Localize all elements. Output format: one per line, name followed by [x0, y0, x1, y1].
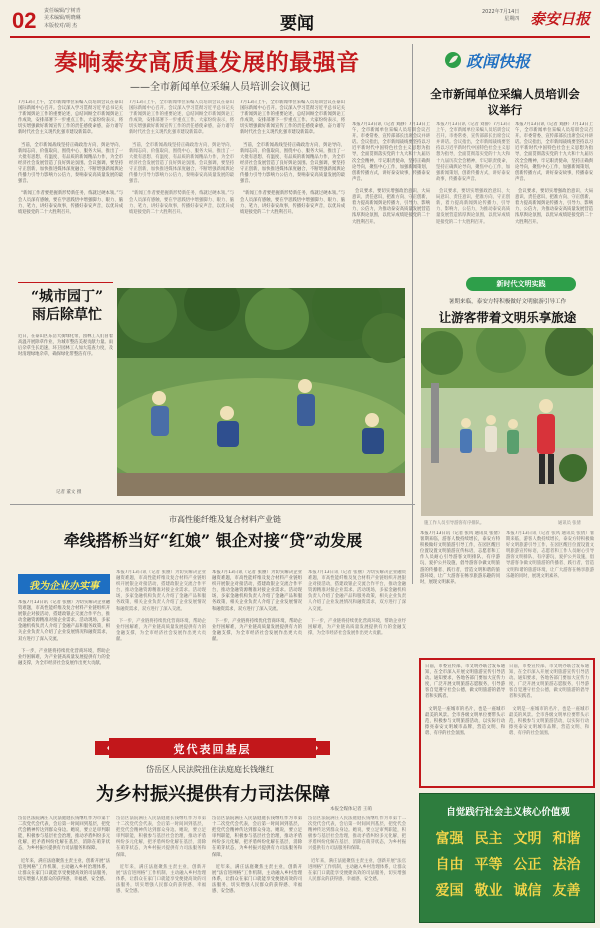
section-title: 要闻	[280, 14, 314, 34]
garden-headline	[22, 288, 112, 324]
civility-banner	[466, 277, 576, 291]
politics-headline: 全市新闻单位采编人员培训会议举行	[430, 87, 580, 117]
lead-headline: 奏响泰安高质量发展的最强音	[54, 49, 360, 76]
value-word: 爱国	[435, 883, 464, 899]
value-word: 民主	[474, 831, 503, 847]
court-body-col3: 岱岳区法院满庄人民法庭庭长钱继红作为市第十二次党代会代表，会后第一时间回到基层，把党代会精神传达到群众身边。她说，要立足审判职能，积极参与基层社会治理，推动矛盾纠纷多元化解，把矛盾纠纷化解在基层、消除在萌芽状态，为乡村振兴提供有力司法服务和保障。 近年来，满庄法庭聚焦主责主业，创新开展“法官进网格”工作机制，主动融入乡村治理体系，让群众在家门口就能享受便捷高效的司法服务，切实增强人民群众的获得感、幸福感、安全感。	[212, 816, 302, 895]
section-divider	[10, 504, 415, 505]
finance-body-col2: 本报7月13日讯（记者 张丽）为切实解决企业融资难题，市高性能纤维及复合材料产业链组织开展银企对接活动，搭建政银企交流合作平台，推动金融资源精准对接企业需求。活动现场，多家金融机构负责人介绍了金融产品和服务政策，相关企业负责人介绍了企业发展情况和融资需求，双方进行了深入交流。 下一步，产业链将持续优化营商环境，帮助企业纾困解难，为产业链高质量发展提供有力的金融支撑，为全市经济社会发展作出更大贡献。	[116, 570, 206, 643]
court-body: 岱岳区法院满庄人民法庭庭长钱继红作为市第十二次党代会代表，会后第一时间回到基层，把党代会精神传达到群众身边。她说，要立足审判职能，积极参与基层社会治理，推动矛盾纠纷多元化解，把矛盾纠纷化解在基层、消除在萌芽状态，为乡村振兴提供有力司法服务和保障。 近年来，满庄法庭聚焦主责主业，创新开展“法官进网格”工作机制，主动融入乡村治理体系，让群众在家门口就能享受便捷高效的司法服务，切实增强人民群众的获得感、幸福感、安全感。	[18, 816, 110, 882]
tourist-figure	[507, 419, 519, 454]
editor-credits	[44, 8, 81, 22]
civility-banner-text: 新时代文明实践	[496, 280, 546, 288]
finance-body: 本报7月13日讯（记者 张丽）为切实解决企业融资难题，市高性能纤维及复合材料产业链组织开展银企对接活动，搭建政银企交流合作平台，推动金融资源精准对接企业需求。活动现场，多家金融机构负责人介绍了金融产品和服务政策，相关企业负责人介绍了企业发展情况和融资需求，双方进行了深入交流。 下一步，产业链将持续优化营商环境，帮助企业纾困解难，为产业链高质量发展提供有力的金融支撑，为全市经济社会发展作出更大贡献。	[18, 600, 110, 666]
enterprise-badge-text: 我为企业办实事	[29, 580, 99, 592]
value-word: 平等	[474, 857, 503, 873]
finance-body-col3: 本报7月13日讯（记者 张丽）为切实解决企业融资难题，市高性能纤维及复合材料产业链组织开展银企对接活动，搭建政银企交流合作平台，推动金融资源精准对接企业需求。活动现场，多家金融机构负责人介绍了金融产品和服务政策，相关企业负责人介绍了企业发展情况和融资需求，双方进行了深入交流。 下一步，产业链将持续优化营商环境，帮助企业纾困解难，为产业链高质量发展提供有力的金融支撑，为全市经济社会发展作出更大贡献。	[212, 570, 302, 643]
value-word: 富强	[435, 831, 464, 847]
finance-kicker: 市高性能纤维及复合材料产业链	[169, 515, 281, 524]
garden-credit: 记者 董文 摄	[56, 490, 82, 495]
gardeners-photo-image	[117, 288, 405, 496]
garden-headline-text: “城市园丁” 雨后除草忙	[30, 289, 104, 323]
politics-badge-text: 政闻快报	[466, 51, 531, 71]
politics-body-col3: 本报7月13日讯（记者 刘静）7月13日上午，全市新闻单位采编人员培训会议召开。市委常委、宣传部部长出席会议并讲话。会议指出，全市新闻战线要坚持以习近平新时代中国特色社会主义思想为指导，全面贯彻落实党的十九大和十九届历次全会精神，牢记职责使命，坚持正确舆论导向，聚焦中心工作，加强新闻策划，创新传播方式，讲好泰安故事，传播泰安声音。 会议要求，要切实增强政治意识、大局意识、责任意识，把准方向、守正创新，着力提高新闻舆论传播力、引导力、影响力、公信力，为推动泰安高质量发展营造浓厚舆论氛围，以优异成绩迎接党的二十大胜利召开。	[515, 122, 593, 225]
value-word: 友善	[552, 883, 581, 899]
queue-photo-image	[421, 328, 593, 516]
value-word: 公正	[513, 857, 542, 873]
queue-photo-caption: 施工作人员引导游客有序排队。	[424, 521, 485, 526]
editor-line: 美术编辑/明晓琳	[44, 15, 81, 21]
politics-body: 本报7月13日讯（记者 刘静）7月13日上午，全市新闻单位采编人员培训会议召开。市委常委、宣传部部长出席会议并讲话。会议指出，全市新闻战线要坚持以习近平新时代中国特色社会主义思想为指导，全面贯彻落实党的十九大和十九届历次全会精神，牢记职责使命，坚持正确舆论导向，聚焦中心工作，加强新闻策划，创新传播方式，讲好泰安故事，传播泰安声音。 会议要求，要切实增强政治意识、大局意识、责任意识，把准方向、守正创新，着力提高新闻舆论传播力、引导力、影响力、公信力，为推动泰安高质量发展营造浓厚舆论氛围，以优异成绩迎接党的二十大胜利召开。	[352, 122, 430, 225]
lead-body-col3: 7月13日上午，全市新闻单位采编人员培训会议在泰山国际新闻中心召开。会议深入学习贯彻习近平总书记关于新闻舆论工作的重要论述，总结回顾全市新闻舆论工作成效，安排部署下一步重点工作。大家纷纷表示，将切实增强做好新闻宣传工作的责任感使命感，奋力谱写新时代社会主义现代化强市建设新篇章。 当前，全市新闻战线坚持正确政治方向、舆论导向、新闻志向、价值取向，围绕中心、服务大局，推出了一大批有思想、有温度、有品质的新闻精品力作，为全市经济社会发展营造了良好舆论氛围。会议强调，要坚持守正创新，加快推进媒体深度融合，不断增强新闻舆论传播力引导力影响力公信力，奏响泰安高质量发展的最强音。 “新闻工作者要把握新形势新任务，练就过硬本领。”与会人员深有感触，要在学思践悟中增强脚力、眼力、脑力、笔力，讲好泰安故事，传播好泰安声音，以优异成绩迎接党的二十大胜利召开。	[240, 100, 345, 215]
lead-body: 7月13日上午，全市新闻单位采编人员培训会议在泰山国际新闻中心召开。会议深入学习贯彻习近平总书记关于新闻舆论工作的重要论述，总结回顾全市新闻舆论工作成效，安排部署下一步重点工作。大家纷纷表示，将切实增强做好新闻宣传工作的责任感使命感，奋力谱写新时代社会主义现代化强市建设新篇章。 当前，全市新闻战线坚持正确政治方向、舆论导向、新闻志向、价值取向，围绕中心、服务大局，推出了一大批有思想、有温度、有品质的新闻精品力作，为全市经济社会发展营造了良好舆论氛围。会议强调，要坚持守正创新，加快推进媒体深度融合，不断增强新闻舆论传播力引导力影响力公信力，奏响泰安高质量发展的最强音。 “新闻工作者要把握新形势新任务，练就过硬本领。”与会人员深有感触，要在学思践悟中增强脚力、眼力、脑力、笔力，讲好泰安故事，传播好泰安声音，以优异成绩迎接党的二十大胜利召开。	[18, 100, 123, 215]
value-word: 自由	[435, 857, 464, 873]
party-ribbon-text: 党代表回基层	[173, 743, 252, 756]
value-word: 和谐	[552, 831, 581, 847]
politics-badge	[444, 50, 530, 70]
value-word: 诚信	[513, 883, 542, 899]
value-word: 法治	[552, 857, 581, 873]
garden-body: 近日，在泰山区东岳大街绿化带，园林工人们冒着高温开展除草作业，为城市整洁美观贡献力量。雨后杂草生长迅速，环卫园林工人加大巡查力度，及时清理绿地杂草，确保绿化带整洁有序。	[18, 334, 113, 358]
tourist-figure	[485, 415, 497, 452]
court-headline: 为乡村振兴提供有力司法保障	[96, 784, 330, 805]
court-kicker: 岱岳区人民法院扭住法庭庭长钱继红	[146, 765, 274, 774]
politics-body-col2: 本报7月13日讯（记者 刘静）7月13日上午，全市新闻单位采编人员培训会议召开。市委常委、宣传部部长出席会议并讲话。会议指出，全市新闻战线要坚持以习近平新时代中国特色社会主义思想为指导，全面贯彻落实党的十九大和十九届历次全会精神，牢记职责使命，坚持正确舆论导向，聚焦中心工作，加强新闻策划，创新传播方式，讲好泰安故事，传播泰安声音。 会议要求，要切实增强政治意识、大局意识、责任意识，把准方向、守正创新，着力提高新闻舆论传播力、引导力、影响力、公信力，为推动泰安高质量发展营造浓厚舆论氛围，以优异成绩迎接党的二十大胜利召开。	[436, 122, 510, 225]
proofreader: 本版校对/胡 杰	[44, 23, 78, 29]
page-number: 02	[12, 8, 37, 33]
issue-date	[482, 9, 519, 23]
garden-rule-top	[18, 282, 113, 283]
finance-headline: 牵线搭桥当好“红娘” 银企对接“贷”动发展	[63, 531, 363, 550]
editor-line: 责任编辑/宁树青	[44, 8, 81, 14]
tourist-figure	[460, 418, 472, 453]
leaf-icon	[444, 51, 462, 69]
masthead-rule	[10, 36, 590, 38]
value-word: 文明	[513, 831, 542, 847]
court-body-col4: 岱岳区法院满庄人民法庭庭长钱继红作为市第十二次党代会代表，会后第一时间回到基层，把党代会精神传达到群众身边。她说，要立足审判职能，积极参与基层社会治理，推动矛盾纠纷多元化解，把矛盾纠纷化解在基层、消除在萌芽状态，为乡村振兴提供有力司法服务和保障。 近年来，满庄法庭聚焦主责主业，创新开展“法官进网格”工作机制，主动融入乡村治理体系，让群众在家门口就能享受便捷高效的司法服务，切实增强人民群众的获得感、幸福感、安全感。	[308, 816, 406, 882]
finance-body-col4: 本报7月13日讯（记者 张丽）为切实解决企业融资难题，市高性能纤维及复合材料产业链组织开展银企对接活动，搭建政银企交流合作平台，推动金融资源精准对接企业需求。活动现场，多家金融机构负责人介绍了金融产品和服务政策，相关企业负责人介绍了企业发展情况和融资需求，双方进行了深入交流。 下一步，产业链将持续优化营商环境，帮助企业纾困解难，为产业链高质量发展提供有力的金融支撑，为全市经济社会发展作出更大贡献。	[308, 570, 406, 636]
civility-body: 本报7月13日讯（记者 张风 通讯员 张倩）暑期来临，游客人数持续增长，泰安方特积极做好文明旅游引导工作，在园区醒目位置设置文明旅游宣传标语，志愿者和工作人员耐心引导游客文明排队、有序游玩、爱护公共设施，倡导游客争做文明旅游的传播者、践行者，营造文明和谐的旅游环境，让广大游客在畅享旅游乐趣的同时，展现文明素养。	[420, 531, 500, 585]
lead-subhead: ——全市新闻单位采编人员培训会议侧记	[130, 82, 310, 93]
notice-box	[419, 658, 595, 788]
queue-photo	[421, 328, 593, 516]
core-values-box	[419, 793, 595, 923]
weekday-text: 星期四	[504, 16, 520, 22]
core-values-title: 自觉践行社会主义核心价值观	[446, 807, 570, 818]
queue-photo-credit: 通讯员 张倩	[558, 521, 581, 526]
court-credit: 本报全媒体记者 王萌	[330, 807, 372, 812]
notice-body-col2: 日前，市委宣传部、市文明办联合发布通知，在全市深入开展文明旅游宣传引导活动。通知要求，各地各部门要加大宣传力度，广泛开展文明旅游志愿服务，引导游客自觉遵守社会公德，做文明旅游的倡导者和实践者。 文明是一座城市的名片，也是一座城市最美的风景。全市各级文明单位要带头示范，积极参与文明旅游活动，以实际行动擦亮泰安文明城市品牌，营造文明、和谐、有序的社会氛围。	[509, 664, 589, 737]
civility-kicker: 暑期来临，泰安方特积极做好文明旅游引导工作	[448, 299, 567, 305]
civility-body-col2: 本报7月13日讯（记者 张风 通讯员 张倩）暑期来临，游客人数持续增长，泰安方特积极做好文明旅游引导工作，在园区醒目位置设置文明旅游宣传标语，志愿者和工作人员耐心引导游客文明排队、有序游玩、爱护公共设施，倡导游客争做文明旅游的传播者、践行者，营造文明和谐的旅游环境，让广大游客在畅享旅游乐趣的同时，展现文明素养。	[506, 531, 594, 579]
newspaper-logo: 泰安日报	[530, 10, 591, 28]
core-values-grid	[430, 828, 586, 900]
civility-headline: 让游客带着文明乐享旅途	[438, 310, 577, 325]
enterprise-badge	[18, 574, 110, 594]
date-text: 2022年7月14日	[482, 9, 520, 15]
masthead	[0, 0, 600, 36]
lead-body-col2: 7月13日上午，全市新闻单位采编人员培训会议在泰山国际新闻中心召开。会议深入学习贯彻习近平总书记关于新闻舆论工作的重要论述，总结回顾全市新闻舆论工作成效，安排部署下一步重点工作。大家纷纷表示，将切实增强做好新闻宣传工作的责任感使命感，奋力谱写新时代社会主义现代化强市建设新篇章。 当前，全市新闻战线坚持正确政治方向、舆论导向、新闻志向、价值取向，围绕中心、服务大局，推出了一大批有思想、有温度、有品质的新闻精品力作，为全市经济社会发展营造了良好舆论氛围。会议强调，要坚持守正创新，加快推进媒体深度融合，不断增强新闻舆论传播力引导力影响力公信力，奏响泰安高质量发展的最强音。 “新闻工作者要把握新形势新任务，练就过硬本领。”与会人员深有感触，要在学思践悟中增强脚力、眼力、脑力、笔力，讲好泰安故事，传播好泰安声音，以优异成绩迎接党的二十大胜利召开。	[129, 100, 234, 215]
value-word: 敬业	[474, 883, 503, 899]
court-body-col2: 岱岳区法院满庄人民法庭庭长钱继红作为市第十二次党代会代表，会后第一时间回到基层，把党代会精神传达到群众身边。她说，要立足审判职能，积极参与基层社会治理，推动矛盾纠纷多元化解，把矛盾纠纷化解在基层、消除在萌芽状态，为乡村振兴提供有力司法服务和保障。 近年来，满庄法庭聚焦主责主业，创新开展“法官进网格”工作机制，主动融入乡村治理体系，让群众在家门口就能享受便捷高效的司法服务，切实增强人民群众的获得感、幸福感、安全感。	[116, 816, 206, 895]
gardeners-photo	[117, 288, 405, 496]
party-ribbon	[95, 738, 330, 758]
notice-body: 日前，市委宣传部、市文明办联合发布通知，在全市深入开展文明旅游宣传引导活动。通知要求，各地各部门要加大宣传力度，广泛开展文明旅游志愿服务，引导游客自觉遵守社会公德，做文明旅游的倡导者和实践者。 文明是一座城市的名片，也是一座城市最美的风景。全市各级文明单位要带头示范，积极参与文明旅游活动，以实际行动擦亮泰安文明城市品牌，营造文明、和谐、有序的社会氛围。	[425, 664, 505, 737]
